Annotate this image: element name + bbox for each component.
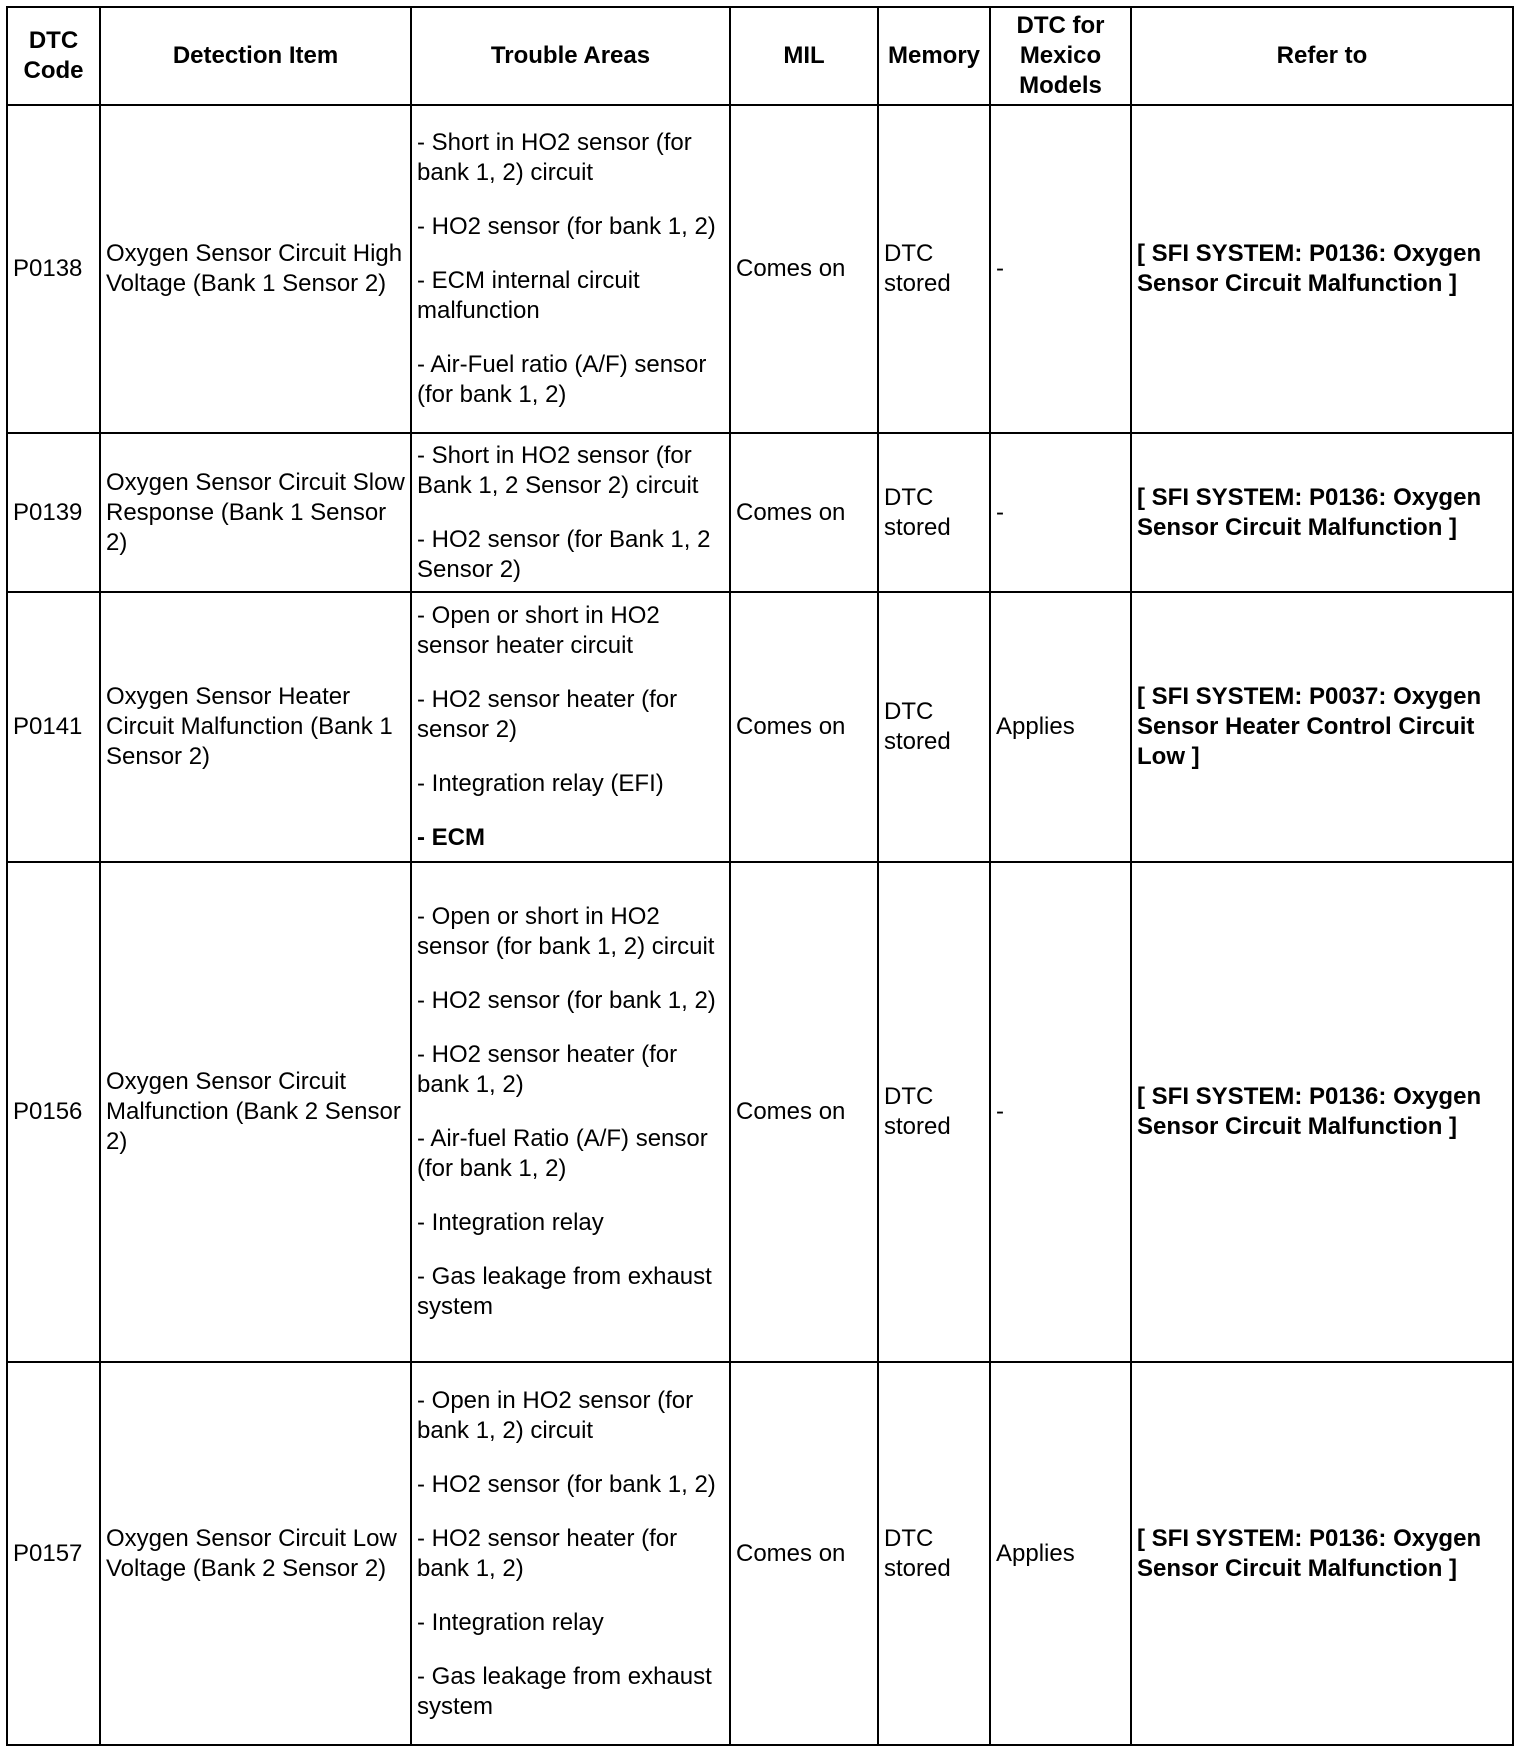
- header-dtc-code: DTC Code: [7, 7, 100, 105]
- header-detection-item: Detection Item: [100, 7, 411, 105]
- detection-item-cell: Oxygen Sensor Heater Circuit Malfunction (Bank 1 Sensor 2): [100, 592, 411, 862]
- mil-cell: Comes on: [730, 433, 878, 592]
- trouble-areas-cell: [411, 1362, 730, 1745]
- mil-cell: Comes on: [730, 1362, 878, 1745]
- trouble-area-item: - HO2 sensor heater (for sensor 2): [417, 686, 678, 743]
- trouble-area-item: - HO2 sensor heater (for bank 1, 2): [417, 1524, 678, 1582]
- dtc-table-container: [6, 6, 1512, 1746]
- table-header: [7, 7, 1513, 105]
- trouble-area-item: - HO2 sensor (for bank 1, 2): [417, 1470, 716, 1498]
- detection-item-cell: Oxygen Sensor Circuit High Voltage (Bank 1 Sensor 2): [100, 105, 411, 433]
- mil-cell: Comes on: [730, 862, 878, 1362]
- dtc-code-cell: P0156: [7, 862, 100, 1362]
- detection-item-cell: Oxygen Sensor Circuit Slow Response (Bank 1 Sensor 2): [100, 433, 411, 592]
- trouble-areas-list: [417, 1386, 724, 1722]
- table-body: [7, 105, 1513, 1745]
- dtc-table: [6, 6, 1514, 1746]
- mil-cell: Comes on: [730, 592, 878, 862]
- table-row: [7, 433, 1513, 592]
- table-row: [7, 592, 1513, 862]
- trouble-area-item: - Air-Fuel ratio (A/F) sensor (for bank 1, 2): [417, 351, 707, 408]
- header-mil: MIL: [730, 7, 878, 105]
- memory-cell: DTC stored: [878, 105, 990, 433]
- memory-cell: DTC stored: [878, 433, 990, 592]
- trouble-area-item: - Open or short in HO2 sensor heater circuit: [417, 602, 660, 659]
- trouble-areas-cell: [411, 862, 730, 1362]
- mexico-models-cell: Applies: [990, 592, 1131, 862]
- trouble-area-item: - ECM: [417, 824, 485, 851]
- trouble-area-item: - Integration relay (EFI): [417, 770, 664, 797]
- memory-cell: DTC stored: [878, 862, 990, 1362]
- dtc-code-cell: P0141: [7, 592, 100, 862]
- mexico-models-cell: -: [990, 862, 1131, 1362]
- trouble-areas-list: [417, 128, 724, 410]
- mexico-models-cell: Applies: [990, 1362, 1131, 1745]
- refer-to-link[interactable]: [ SFI SYSTEM: P0136: Oxygen Sensor Circuit Malfunction ]: [1131, 105, 1513, 433]
- trouble-areas-list: [417, 601, 724, 853]
- refer-to-link[interactable]: [ SFI SYSTEM: P0037: Oxygen Sensor Heater Control Circuit Low ]: [1131, 592, 1513, 862]
- trouble-area-item: - Short in HO2 sensor (for Bank 1, 2 Sensor 2) circuit: [417, 441, 699, 499]
- header-trouble-areas: Trouble Areas: [411, 7, 730, 105]
- trouble-area-item: - HO2 sensor heater (for bank 1, 2): [417, 1041, 678, 1098]
- detection-item-cell: Oxygen Sensor Circuit Malfunction (Bank 2 Sensor 2): [100, 862, 411, 1362]
- table-row: [7, 105, 1513, 433]
- trouble-area-item: - Open in HO2 sensor (for bank 1, 2) circuit: [417, 1386, 694, 1444]
- trouble-areas-cell: [411, 105, 730, 433]
- trouble-area-item: - Integration relay: [417, 1209, 604, 1236]
- header-refer-to: Refer to: [1131, 7, 1513, 105]
- dtc-code-cell: P0138: [7, 105, 100, 433]
- detection-item-cell: Oxygen Sensor Circuit Low Voltage (Bank 2 Sensor 2): [100, 1362, 411, 1745]
- trouble-area-item: - Open or short in HO2 sensor (for bank 1, 2) circuit: [417, 903, 715, 960]
- dtc-code-cell: P0157: [7, 1362, 100, 1745]
- table-row: [7, 862, 1513, 1362]
- mil-cell: Comes on: [730, 105, 878, 433]
- refer-to-link[interactable]: [ SFI SYSTEM: P0136: Oxygen Sensor Circuit Malfunction ]: [1131, 1362, 1513, 1745]
- header-memory: Memory: [878, 7, 990, 105]
- dtc-code-cell: P0139: [7, 433, 100, 592]
- mexico-models-cell: -: [990, 433, 1131, 592]
- trouble-areas-cell: [411, 433, 730, 592]
- trouble-area-item: - HO2 sensor (for bank 1, 2): [417, 987, 716, 1014]
- trouble-areas-list: [417, 902, 724, 1322]
- trouble-areas-list: [417, 441, 724, 585]
- trouble-area-item: - Integration relay: [417, 1608, 604, 1636]
- refer-to-link[interactable]: [ SFI SYSTEM: P0136: Oxygen Sensor Circuit Malfunction ]: [1131, 862, 1513, 1362]
- trouble-area-item: - Gas leakage from exhaust system: [417, 1662, 712, 1720]
- trouble-area-item: - Air-fuel Ratio (A/F) sensor (for bank 1, 2): [417, 1125, 708, 1182]
- trouble-area-item: - HO2 sensor (for bank 1, 2): [417, 213, 716, 240]
- trouble-areas-cell: [411, 592, 730, 862]
- header-mexico-models: DTC for Mexico Models: [990, 7, 1131, 105]
- trouble-area-item: - Gas leakage from exhaust system: [417, 1263, 712, 1320]
- header-row: [7, 7, 1513, 105]
- trouble-area-item: - ECM internal circuit malfunction: [417, 267, 640, 324]
- table-row: [7, 1362, 1513, 1745]
- refer-to-link[interactable]: [ SFI SYSTEM: P0136: Oxygen Sensor Circuit Malfunction ]: [1131, 433, 1513, 592]
- memory-cell: DTC stored: [878, 592, 990, 862]
- trouble-area-item: - HO2 sensor (for Bank 1, 2 Sensor 2): [417, 525, 711, 583]
- trouble-area-item: - Short in HO2 sensor (for bank 1, 2) circuit: [417, 129, 692, 186]
- mexico-models-cell: -: [990, 105, 1131, 433]
- memory-cell: DTC stored: [878, 1362, 990, 1745]
